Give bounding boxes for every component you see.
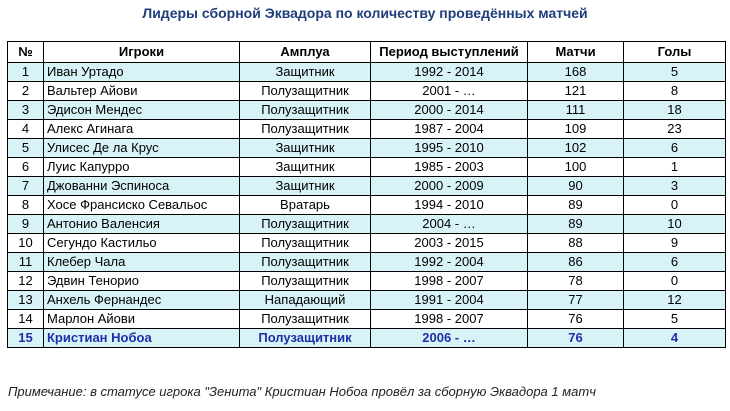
cell-goals: 4: [624, 329, 726, 348]
cell-goals: 6: [624, 139, 726, 158]
table-body: [8, 63, 726, 348]
cell-number: 5: [8, 139, 44, 158]
cell-goals: 23: [624, 120, 726, 139]
cell-number: 10: [8, 234, 44, 253]
cell-period: 1995 - 2010: [371, 139, 528, 158]
cell-player: Клебер Чала: [44, 253, 240, 272]
cell-player: Марлон Айови: [44, 310, 240, 329]
cell-player: Иван Уртадо: [44, 63, 240, 82]
table-header-row: [8, 42, 726, 63]
header-period: Период выступлений: [371, 42, 528, 63]
page-title: Лидеры сборной Эквадора по количеству проведённых матчей: [142, 5, 588, 21]
cell-player: Хосе Франсиско Севальос: [44, 196, 240, 215]
table-row: [8, 120, 726, 139]
cell-period: 2003 - 2015: [371, 234, 528, 253]
cell-goals: 3: [624, 177, 726, 196]
cell-position: Полузащитник: [240, 101, 371, 120]
cell-position: Полузащитник: [240, 329, 371, 348]
cell-goals: 5: [624, 310, 726, 329]
cell-period: 2001 - …: [371, 82, 528, 101]
table-row: [8, 101, 726, 120]
cell-period: 1994 - 2010: [371, 196, 528, 215]
cell-period: 2004 - …: [371, 215, 528, 234]
cell-period: 1998 - 2007: [371, 272, 528, 291]
cell-position: Защитник: [240, 63, 371, 82]
cell-matches: 86: [528, 253, 624, 272]
header-players: Игроки: [44, 42, 240, 63]
cell-matches: 109: [528, 120, 624, 139]
cell-number: 15: [8, 329, 44, 348]
cell-number: 13: [8, 291, 44, 310]
table-row: [8, 196, 726, 215]
cell-period: 1991 - 2004: [371, 291, 528, 310]
footnote: Примечание: в статусе игрока "Зенита" Кристиан Нобоа провёл за сборную Эквадора 1 матч: [8, 384, 596, 399]
table-row: [8, 158, 726, 177]
cell-number: 3: [8, 101, 44, 120]
cell-player: Эдвин Тенорио: [44, 272, 240, 291]
cell-period: 1992 - 2004: [371, 253, 528, 272]
cell-player: Кристиан Нобоа: [44, 329, 240, 348]
cell-goals: 10: [624, 215, 726, 234]
table-row: [8, 291, 726, 310]
leaders-table: [7, 41, 726, 348]
cell-period: 1985 - 2003: [371, 158, 528, 177]
cell-player: Вальтер Айови: [44, 82, 240, 101]
cell-player: Сегундо Кастильо: [44, 234, 240, 253]
cell-matches: 76: [528, 310, 624, 329]
cell-matches: 90: [528, 177, 624, 196]
cell-period: 2000 - 2014: [371, 101, 528, 120]
cell-number: 8: [8, 196, 44, 215]
table-row: [8, 310, 726, 329]
cell-matches: 102: [528, 139, 624, 158]
cell-matches: 78: [528, 272, 624, 291]
cell-position: Защитник: [240, 158, 371, 177]
cell-matches: 76: [528, 329, 624, 348]
cell-period: 2006 - …: [371, 329, 528, 348]
cell-position: Полузащитник: [240, 272, 371, 291]
cell-number: 9: [8, 215, 44, 234]
table-row: [8, 272, 726, 291]
cell-position: Полузащитник: [240, 215, 371, 234]
cell-number: 2: [8, 82, 44, 101]
cell-matches: 89: [528, 215, 624, 234]
table-row: [8, 329, 726, 348]
cell-goals: 0: [624, 272, 726, 291]
cell-period: 2000 - 2009: [371, 177, 528, 196]
cell-number: 14: [8, 310, 44, 329]
cell-number: 1: [8, 63, 44, 82]
cell-period: 1987 - 2004: [371, 120, 528, 139]
cell-player: Джованни Эспиноса: [44, 177, 240, 196]
cell-position: Полузащитник: [240, 310, 371, 329]
cell-goals: 12: [624, 291, 726, 310]
header-matches: Матчи: [528, 42, 624, 63]
table-row: [8, 253, 726, 272]
cell-matches: 168: [528, 63, 624, 82]
cell-goals: 18: [624, 101, 726, 120]
cell-player: Луис Капурро: [44, 158, 240, 177]
table-row: [8, 177, 726, 196]
header-number: №: [8, 42, 44, 63]
table-row: [8, 139, 726, 158]
cell-goals: 0: [624, 196, 726, 215]
cell-position: Полузащитник: [240, 82, 371, 101]
cell-goals: 9: [624, 234, 726, 253]
cell-goals: 5: [624, 63, 726, 82]
cell-position: Защитник: [240, 139, 371, 158]
cell-matches: 88: [528, 234, 624, 253]
cell-number: 4: [8, 120, 44, 139]
cell-position: Вратарь: [240, 196, 371, 215]
table-row: [8, 63, 726, 82]
table-row: [8, 234, 726, 253]
cell-number: 12: [8, 272, 44, 291]
cell-matches: 121: [528, 82, 624, 101]
cell-number: 6: [8, 158, 44, 177]
cell-position: Защитник: [240, 177, 371, 196]
cell-matches: 77: [528, 291, 624, 310]
cell-position: Нападающий: [240, 291, 371, 310]
cell-position: Полузащитник: [240, 253, 371, 272]
cell-position: Полузащитник: [240, 120, 371, 139]
cell-matches: 89: [528, 196, 624, 215]
cell-number: 11: [8, 253, 44, 272]
cell-position: Полузащитник: [240, 234, 371, 253]
table-row: [8, 82, 726, 101]
cell-period: 1998 - 2007: [371, 310, 528, 329]
header-position: Амплуа: [240, 42, 371, 63]
cell-number: 7: [8, 177, 44, 196]
cell-period: 1992 - 2014: [371, 63, 528, 82]
cell-goals: 1: [624, 158, 726, 177]
cell-player: Антонио Валенсия: [44, 215, 240, 234]
cell-goals: 6: [624, 253, 726, 272]
cell-matches: 100: [528, 158, 624, 177]
cell-player: Эдисон Мендес: [44, 101, 240, 120]
cell-goals: 8: [624, 82, 726, 101]
cell-player: Анхель Фернандес: [44, 291, 240, 310]
table-row: [8, 215, 726, 234]
header-goals: Голы: [624, 42, 726, 63]
cell-player: Улисес Де ла Крус: [44, 139, 240, 158]
cell-matches: 111: [528, 101, 624, 120]
cell-player: Алекс Агинага: [44, 120, 240, 139]
